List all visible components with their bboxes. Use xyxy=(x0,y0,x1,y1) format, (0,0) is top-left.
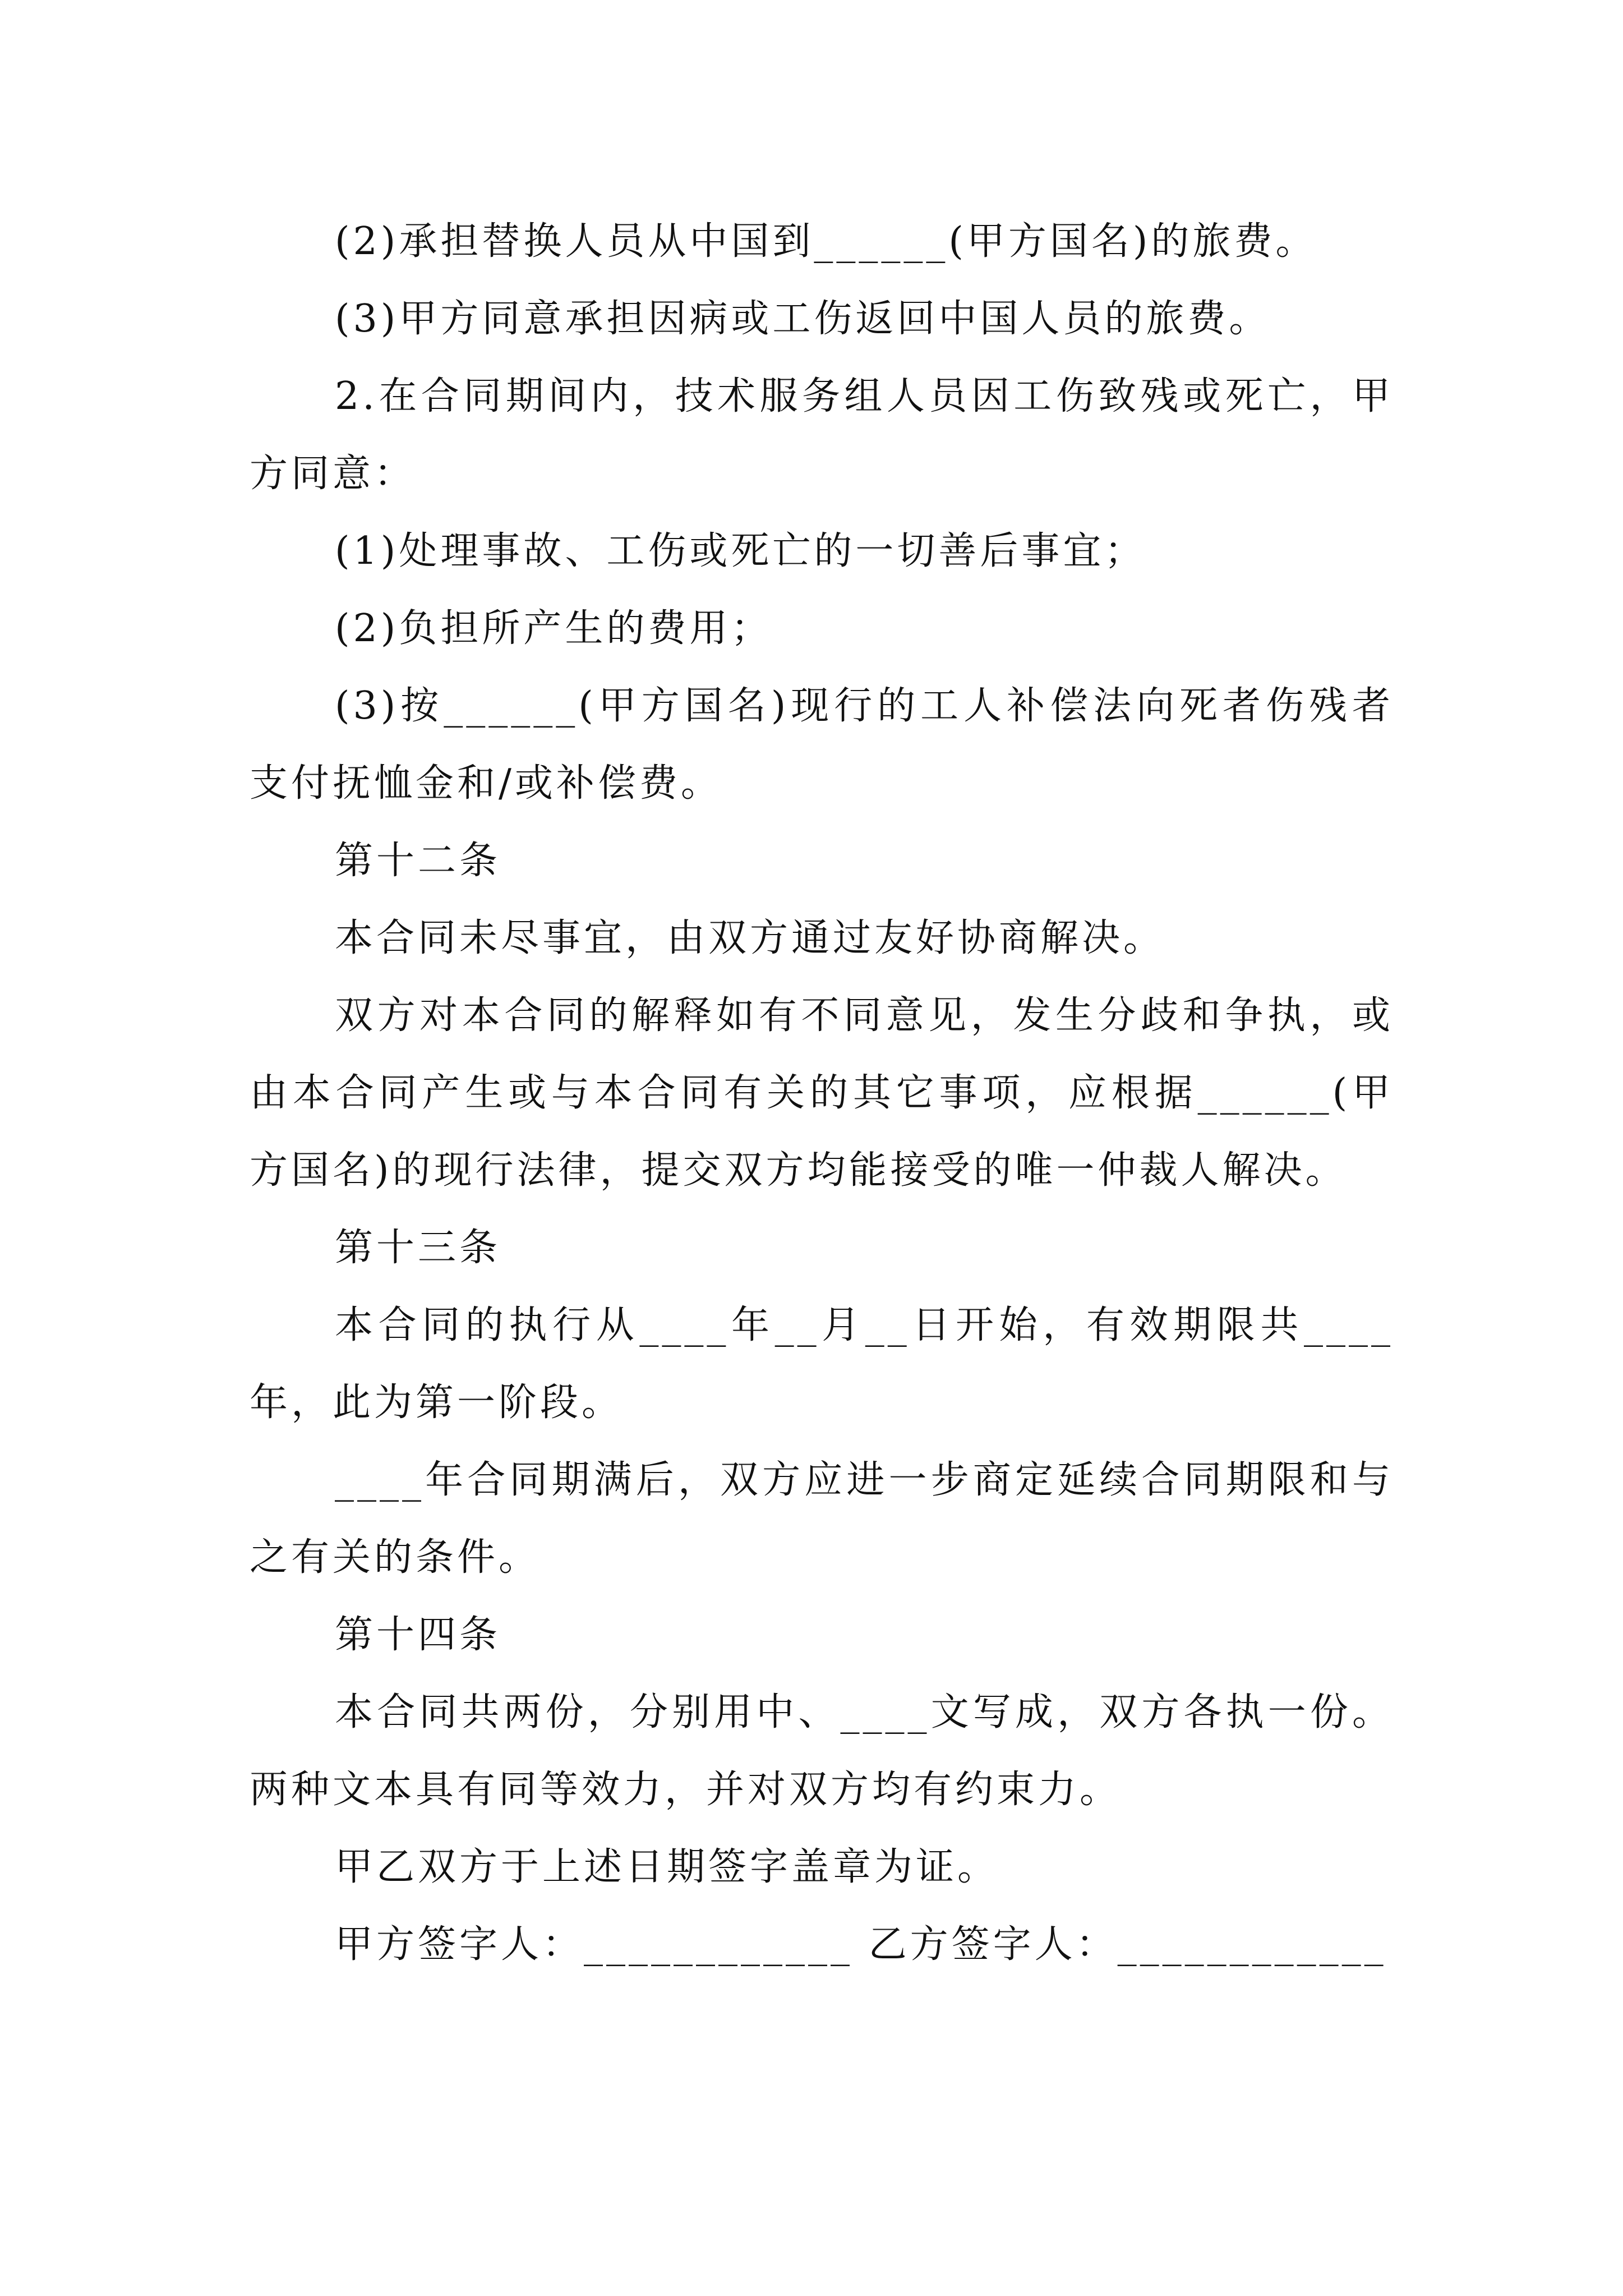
paragraph: 双方对本合同的解释如有不同意见，发生分歧和争执，或由本合同产生或与本合同有关的其它事项，应根据______(甲方国名)的现行法律，提交双方均能接受的唯一仲裁人解决。 xyxy=(250,993,1394,1193)
paragraph: (3)甲方同意承担因病或工伤返回中国人员的旅费。 xyxy=(335,297,1271,341)
article-heading: 第十四条 xyxy=(335,1613,501,1657)
paragraph: (3)按______(甲方国名)现行的工人补偿法向死者伤残者支付抚恤金和/或补偿费。 xyxy=(250,684,1394,806)
paragraph: (2)承担替换人员从中国到______(甲方国名)的旅费。 xyxy=(335,219,1317,264)
paragraph: 本合同的执行从____年__月__日开始，有效期限共____年，此为第一阶段。 xyxy=(250,1303,1394,1425)
article-heading: 第十三条 xyxy=(335,1226,501,1270)
paragraph: (2)负担所产生的费用； xyxy=(335,606,773,651)
article-heading: 第十二条 xyxy=(335,839,501,883)
document-body xyxy=(250,203,1394,1984)
paragraph: 2.在合同期间内，技术服务组人员因工伤致残或死亡，甲方同意： xyxy=(250,374,1394,496)
paragraph: 甲乙双方于上述日期签字盖章为证。 xyxy=(335,1845,999,1889)
paragraph: (1)处理事故、工伤或死亡的一切善后事宜； xyxy=(335,529,1146,573)
signature-line: 甲方签字人：____________ 乙方签字人：____________ xyxy=(335,1922,1387,1967)
paragraph: 本合同共两份，分别用中、____文写成，双方各执一份。两种文本具有同等效力，并对双方均有约束力。 xyxy=(250,1690,1394,1812)
paragraph: ____年合同期满后，双方应进一步商定延续合同期限和与之有关的条件。 xyxy=(250,1458,1394,1580)
paragraph: 本合同未尽事宜，由双方通过友好协商解决。 xyxy=(335,916,1165,960)
